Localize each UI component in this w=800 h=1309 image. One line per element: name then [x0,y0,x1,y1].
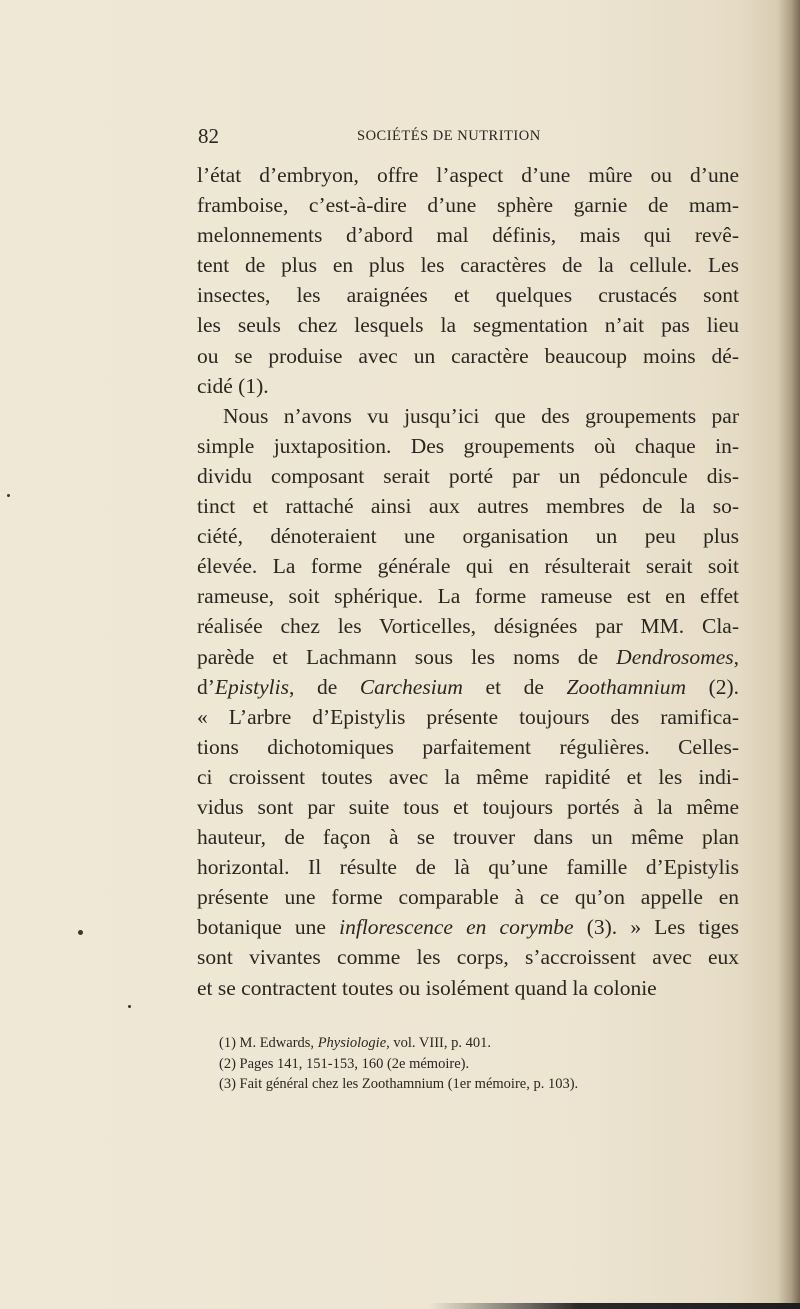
text-line: l’état d’embryon, offre l’aspect d’une mûre ou d’une [197,163,739,187]
running-head: SOCIÉTÉS DE NUTRITION [357,128,541,144]
text-line: « L’arbre d’Epistylis présente toujours des ramifica- [197,704,739,729]
text-line: dividu composant serait porté par un pédoncule dis- [197,463,739,488]
page-edge-shadow [778,0,800,1309]
text-line [197,672,739,702]
text-line [197,912,739,942]
text-line: tions dichotomiques parfaitement régulières. Celles- [197,734,739,759]
text-fragment: , de [288,674,338,699]
text-fragment: et de [485,674,544,699]
text-line: hauteur, de façon à se trouver dans un même plan [197,825,739,850]
footnote-marker: (2) [219,1055,236,1072]
text-line: tinct et rattaché ainsi aux autres membres de la so- [197,494,739,519]
text-line [197,642,739,672]
text-line: vidus sont par suite tous et toujours portés à la même [197,794,739,819]
footnote-ref: (2). [708,674,740,699]
ink-speck [7,494,10,497]
footnote-marker: (3) [219,1076,236,1092]
text-line: ou se produise avec un caractère beaucoup moins dé- [197,343,739,368]
page-bottom-edge [430,1303,800,1309]
text-line: élevée. La forme générale qui en résulterait serait soit [197,554,739,579]
footnote-italic: Physiologie, [317,1035,390,1051]
page-header [0,124,800,154]
text-line: melonnements d’abord mal définis, mais qui revê- [197,223,739,248]
text-line: réalisée chez les Vorticelles, désignées par MM. Cla- [197,614,739,639]
text-line: rameuse, soit sphérique. La forme rameuse est en effet [197,584,739,609]
body-text [197,160,739,1003]
footnotes [219,1033,739,1095]
footnote-text: M. Edwards, [239,1035,315,1051]
footnote-1 [219,1033,739,1054]
page-number: 82 [198,124,219,148]
text-line: tent de plus en plus les caractères de la cellule. Les [197,253,739,278]
text-fragment: botanique une [197,915,326,940]
text-fragment: parède et Lachmann sous les noms de [197,644,599,669]
italic-term-dendrosomes: Dendrosomes [616,644,734,669]
footnote-3 [219,1074,739,1095]
italic-term-inflorescence: inflorescence en corymbe [339,915,574,940]
text-line: ciété, dénoteraient une organisation un peu plus [197,524,739,549]
text-line: et se contractent toutes ou isolément quand la colonie [197,975,657,1000]
footnote-ref: (3). » Les tiges [586,915,740,940]
text-line: les seuls chez lesquels la segmentation n’ait pas lieu [197,313,739,338]
ink-speck [78,930,83,935]
text-line: simple juxtaposition. Des groupements où chaque in- [197,433,739,458]
footnote-text: Fait général chez les Zoothamnium (1er mémoire, p. 103). [239,1076,579,1092]
text-line: cidé (1). [197,373,269,398]
footnote-marker: (1) [219,1035,236,1051]
italic-term-zoothamnium: Zoothamnium [566,674,686,699]
text-line: horizontal. Il résulte de là qu’une famille d’Epistylis [197,855,739,880]
text-line: insectes, les araignées et quelques crustacés sont [197,283,739,308]
text-line: présente une forme comparable à ce qu’on appelle en [197,885,739,910]
footnote-text: Pages 141, 151-153, 160 (2e mémoire). [239,1055,470,1072]
text-line: ci croissent toutes avec la même rapidité et les indi- [197,764,739,789]
text-fragment: , [733,644,739,669]
footnote-2 [219,1054,739,1075]
text-line: Nous n’avons vu jusqu’ici que des groupements par [223,403,739,428]
text-fragment: d’ [197,674,215,699]
ink-speck [128,1005,131,1008]
italic-term-epistylis: Epistylis [214,674,289,699]
footnote-text: vol. VIII, p. 401. [393,1035,492,1051]
text-line: sont vivantes comme les corps, s’accroissent avec eux [197,945,739,970]
italic-term-carchesium: Carchesium [359,674,463,699]
text-line: framboise, c’est-à-dire d’une sphère garnie de mam- [197,193,739,218]
